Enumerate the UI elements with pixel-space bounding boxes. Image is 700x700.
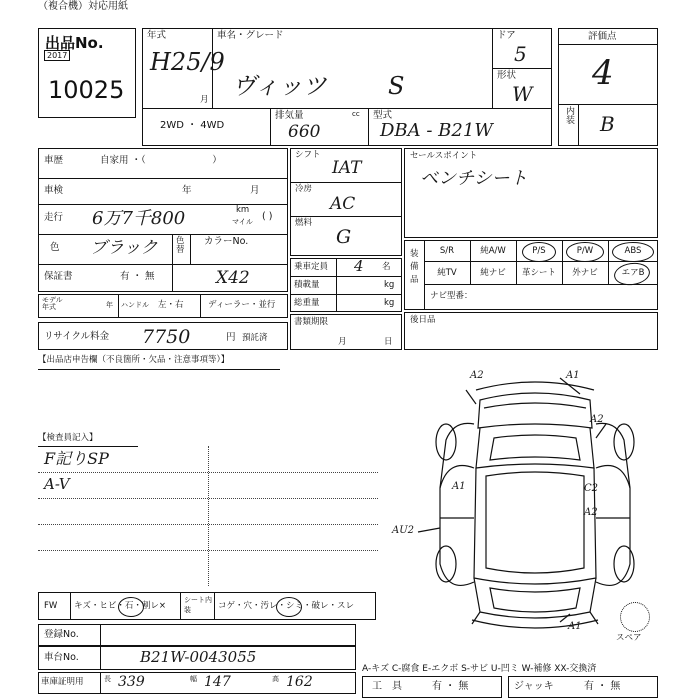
width-value: 147 bbox=[204, 674, 231, 690]
tools-label: 工 具 bbox=[372, 681, 402, 692]
year-value: H25/9 bbox=[150, 48, 225, 76]
shift-label: シフト bbox=[295, 150, 321, 160]
damage-mark-front-right: A1 bbox=[566, 370, 580, 381]
fw-label: FW bbox=[44, 601, 58, 611]
shaken-label: 車検 bbox=[44, 185, 64, 196]
cc-unit: cc bbox=[352, 110, 360, 118]
color-changed-label: 色替 bbox=[176, 236, 185, 255]
doors-label: ドア bbox=[497, 30, 516, 41]
ac-value: AC bbox=[330, 194, 356, 214]
doc-day: 日 bbox=[384, 337, 393, 347]
year-label: 年式 bbox=[147, 30, 167, 41]
form-title: （複合機）対応用紙 bbox=[38, 1, 128, 12]
drive-label: 2WD ・ 4WD bbox=[160, 120, 225, 131]
fuel-label: 燃料 bbox=[295, 218, 313, 228]
type-label: 型式 bbox=[373, 110, 393, 121]
score-value: 4 bbox=[592, 53, 614, 93]
load-label: 積載量 bbox=[294, 280, 320, 290]
dealer-label: ディーラー・並行 bbox=[208, 300, 276, 310]
option-abs-circle bbox=[612, 242, 654, 262]
option-genuine-aw: 純A/W bbox=[480, 246, 506, 256]
sales-point-label: セールスポイント bbox=[410, 151, 478, 161]
type-value: DBA - B21W bbox=[380, 120, 493, 141]
sales-point-value: ベンチシート bbox=[420, 168, 528, 189]
option-ps-circle bbox=[522, 242, 556, 262]
color-label: 色 bbox=[50, 242, 60, 253]
warranty-options: 有 ・ 無 bbox=[120, 271, 155, 282]
option-pw-circle bbox=[566, 242, 604, 262]
option-genuine-navi: 純ナビ bbox=[480, 268, 506, 278]
rear-items-label: 後日品 bbox=[410, 315, 436, 325]
damage-mark-right-fender: A2 bbox=[590, 414, 604, 425]
model-year-year: 年 bbox=[106, 301, 113, 309]
option-genuine-tv: 純TV bbox=[437, 268, 457, 278]
grade-value: S bbox=[388, 72, 405, 100]
recycle-label: リサイクル料金 bbox=[44, 331, 110, 342]
color-value: ブラック bbox=[90, 238, 158, 258]
color-no-label: カラーNo. bbox=[204, 236, 249, 247]
option-aftermarket-navi: 外ナビ bbox=[572, 268, 598, 278]
height-value: 162 bbox=[286, 674, 313, 690]
option-sunroof: S/R bbox=[439, 246, 455, 256]
jack-label: ジャッキ bbox=[514, 681, 554, 692]
options-label: 装備品 bbox=[410, 249, 419, 285]
spare-label: スペア bbox=[616, 633, 642, 643]
damage-code-legend: A-キズ C-腐食 E-エクボ S-サビ U-凹ミ W-補修 XX-交換済 bbox=[362, 664, 597, 674]
shape-label: 形状 bbox=[497, 70, 517, 81]
shaken-year: 年 bbox=[182, 185, 192, 196]
reki-label: 車歴 bbox=[44, 155, 64, 166]
ac-label: 冷房 bbox=[295, 184, 313, 194]
doc-month: 月 bbox=[338, 337, 347, 347]
displacement-value: 660 bbox=[288, 122, 321, 142]
spare-tire-icon bbox=[620, 602, 650, 632]
shape-value: W bbox=[512, 82, 533, 106]
km-unit: km bbox=[236, 205, 250, 215]
displacement-label: 排気量 bbox=[275, 110, 304, 121]
reg-box bbox=[38, 624, 356, 646]
recycle-value: 7750 bbox=[142, 326, 191, 348]
option-leather-seat: 革シート bbox=[521, 268, 556, 278]
score-label: 評価点 bbox=[588, 31, 617, 42]
rear-items-box bbox=[404, 312, 658, 350]
doors-value: 5 bbox=[514, 42, 527, 66]
handle-label: ハンドル bbox=[121, 301, 149, 309]
width-label: 幅 bbox=[190, 675, 197, 683]
chassis-value: B21W-0043055 bbox=[140, 648, 257, 666]
interior-label: 内装 bbox=[566, 107, 576, 126]
fw-circle bbox=[118, 597, 144, 617]
mileage-value: 6万7千800 bbox=[92, 208, 186, 229]
fw-damage-options: キズ・ヒビ・石・割レ× bbox=[74, 601, 166, 611]
capacity-value: 4 bbox=[354, 257, 364, 275]
reg-label: 登録No. bbox=[44, 629, 79, 640]
shift-value: IAT bbox=[332, 158, 362, 178]
inspector-note-2: A-V bbox=[44, 475, 70, 493]
inspector-label: 【検査員記入】 bbox=[38, 433, 98, 443]
model-label: 車名・グレード bbox=[217, 30, 284, 41]
seat-interior-label: シート内装 bbox=[184, 596, 212, 614]
lot-number: 10025 bbox=[48, 76, 125, 104]
load-unit: kg bbox=[384, 280, 395, 290]
cert-label: 車庫証明用 bbox=[41, 677, 84, 687]
declaration-label: 【出品店申告欄（不良箇所・欠品・注意事項等）】 bbox=[38, 355, 230, 365]
lot-label: 出品No. bbox=[45, 34, 104, 52]
month-suffix: 月 bbox=[200, 95, 209, 105]
inspector-note-1: F記りSP bbox=[44, 449, 109, 468]
shaken-month: 月 bbox=[250, 185, 260, 196]
option-abs: ABS bbox=[624, 246, 642, 256]
reki-options: 自家用 ・（ ） bbox=[100, 155, 222, 166]
damage-mark-left-door: A1 bbox=[452, 481, 466, 492]
chassis-label: 車台No. bbox=[44, 652, 79, 663]
damage-mark-front-left: A2 bbox=[470, 370, 484, 381]
gross-label: 総重量 bbox=[294, 298, 320, 308]
model-year-label: モデル年式 bbox=[42, 296, 63, 311]
damage-mark-right-door-rear: A2 bbox=[584, 507, 598, 518]
option-power-window: P/W bbox=[576, 246, 594, 256]
doc-label: 書類期限 bbox=[294, 317, 329, 327]
damage-mark-right-door-front: C2 bbox=[584, 483, 599, 494]
seat-circle bbox=[276, 597, 302, 617]
height-label: 高 bbox=[272, 675, 279, 683]
sales-point-box bbox=[404, 148, 658, 238]
len-value: 339 bbox=[118, 674, 145, 690]
jack-options: 有 ・ 無 bbox=[584, 681, 621, 692]
len-label: 長 bbox=[104, 675, 111, 683]
mile-unit: マイル bbox=[232, 218, 253, 226]
gross-unit: kg bbox=[384, 298, 395, 308]
capacity-label: 乗車定員 bbox=[294, 262, 329, 272]
mileage-label: 走行 bbox=[44, 212, 64, 223]
navi-model-label: ナビ型番： bbox=[430, 291, 473, 301]
fuel-value: G bbox=[336, 226, 352, 248]
seat-damage-options: コゲ・穴・汚レ・シミ・破レ・スレ bbox=[218, 601, 355, 611]
warranty-label: 保証書 bbox=[44, 271, 73, 282]
car-body-diagram bbox=[410, 368, 660, 640]
capacity-unit: 名 bbox=[382, 262, 391, 272]
model-value: ヴィッツ bbox=[232, 72, 327, 100]
color-no-value: X42 bbox=[216, 268, 250, 288]
lot-year-stamp: 2017 bbox=[44, 50, 70, 61]
handle-options: 左・右 bbox=[158, 300, 184, 310]
recycle-unit: 円 bbox=[226, 332, 236, 343]
interior-value: B bbox=[600, 112, 615, 136]
recycle-note: 預託済 bbox=[242, 333, 268, 343]
option-power-steering: P/S bbox=[532, 246, 546, 256]
tools-options: 有 ・ 無 bbox=[432, 681, 469, 692]
damage-mark-rear: A1 bbox=[568, 621, 582, 632]
damage-mark-left-quarter: AU2 bbox=[392, 525, 415, 536]
option-airbag: エアB bbox=[621, 268, 645, 278]
